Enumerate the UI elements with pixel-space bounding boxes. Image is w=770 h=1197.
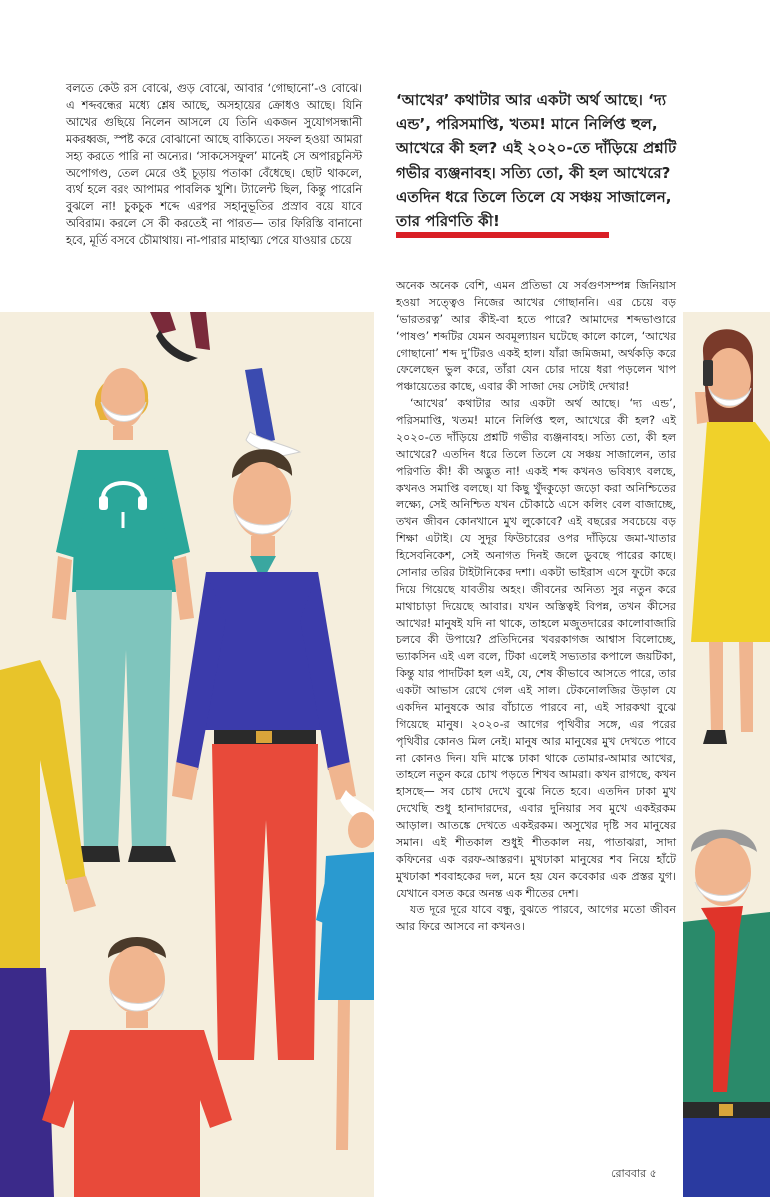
top-left-paragraph: বলতে কেউ রস বোঝে, গুড় বোঝে, আবার ‘গোছানো’-ও বোঝে। এ শব্দবন্ধের মধ্যে শ্লেষ আছে, অসহায়ের ক্রোধও আছে। যিনি আখের গুছিয়ে নিলেন আসলে যে তিনি একজন সুযোগসন্ধানী মকরধ্বজ, স্পষ্ট করে বোঝানো আছে বাক্যিতে। সফল হওয়া আমরা সহ্য করতে পারি না অন্যের। ‘সাকসেসফুল’ মানেই সে অপারচুনিস্ট অপোগণ্ড, তেল মেরে ওই চূড়ায় পতাকা বেঁধেছে। ছোট থাকলে, ব্যর্থ হলে বরং আপামর পাবলিক খুশি। ট্যালেন্ট ছিল, কিন্তু পারেনি বুঝলে না! চুকচুক শব্দে এরপর সহানুভূতির প্রস্রাব বয়ে যাবে অবিরাম। করলে সে কী করতেই না পারত— তার ফিরিস্তি বানানো হবে, মূর্তি বসবে চৌমাথায়। না-পারার মাহাত্ম্য পেরে যাওয়ার চেয়ে: [66, 82, 362, 248]
figure-yellow-dress-phone: [691, 329, 770, 744]
figure-red-scarf: [683, 830, 770, 1197]
article-column-main: [396, 278, 676, 936]
main-paragraph-2: ‘আখের’ কথাটার আর একটা অর্থ আছে। ‘দ্য এন্ড’, পরিসমাপ্তি, খতম! মানে নির্লিপ্ত হুল, আখেরে কী হল? এই ২০২০-তে দাঁড়িয়ে প্রশ্নটি গভীর ব্যঞ্জনাবহ। সত্যি তো, কী হল আখেরে? এতদিন ধরে তিলে তিলে যে সঞ্চয় সাজালেন, তার পরিণতি কী! কী অদ্ভুত না! একই শব্দ কখনও ভবিষ্যৎ বলছে, কখনও সমাপ্তি বলছে। যা কিছু খুঁদকুড়ো জড়ো করা অনিশ্চিতের লক্ষ্যে, সেই অনিশ্চিত যখন চৌকাঠে এসে কলিং বেল বাজাচ্ছে, তখন জীবন কোনখানে মুখ লুকোবে? এই বছরের সবচেয়ে বড় শিক্ষা এটাই। যে সুদূর ফিউচারের ওপর দাঁড়িয়ে জমা-খাতার হিসেবনিকেশ, সেই অনাগত দিনই জলে ডুবছে পারের কাছে। সোনার তরির টাইটানিকের দশা। একটা ভাইরাস এসে ফুটো করে দিয়ে গিয়েছে যাবতীয় অহং। জীবনের অনিত্য সুর নতুন করে মাথাচাড়া দিয়েছে আবার। যখন অস্তিত্বই বিপন্ন, তখন কীসের আখের! মানুষই যদি না থাকে, তাহলে মজুতদারের কালোবাজারি চলবে কী উপায়ে? প্রতিদিনের খবরকাগজ আশ্বাস বিলোচ্ছে, ভ্যাকসিন এই এল বলে, টিকা এলেই সভ্যতার কপালে জয়টিকা, কিন্তু যার পাদটিকা হল এই, যে, শেষ কীভাবে আসতে পারে, তার একটা আভাস রেখে গেল এই সাল। টেকনোলজির উড়াল যে একদিন মানুষকে আর বাঁচাতে পারবে না, এই সারকথা বুঝে গিয়েছে মানুষ। ২০২০-র আগের পৃথিবীর সঙ্গে, এর পরের পৃথিবীর কোনও মিল নেই। মানুষ আর মানুষের মুখ দেখতে পাবে না কোনও দিন। যদি মাস্কে ঢাকা থাকে তোমার-আমার আখের, তাহলে নতুন করে চোখ পড়তে শিখব আমরা। কখন রাগছে, কখন হাসছে— সব চোখ দেখে বুঝে নিতে হবে। এতদিন ঢাকা মুখ দেখেছি শুধু হানাদারদের, এবার দুনিয়ার সব মুখে একইরকম আড়াল। আতঙ্কে দেখতে একইরকম। অসুখের দৃষ্টি সব মানুষের সমান। এই শীতকাল শুধুই শীতকাল নয়, পাতাঝরা, সাদা কফিনের এক বরফ-আস্তরণ। মুখঢাকা মানুষের শব নিয়ে হাঁটে মুখঢাকা শববাহকের দল, মনে হয় যেন কবেকার এক প্রস্তর যুগ। যেখানে বসত করে অনন্ত এক শীতের দেশ।: [396, 397, 676, 900]
page-footer: রোববার ৫: [611, 1167, 657, 1180]
article-column-top-left: [66, 81, 362, 250]
figure-top-legs: [150, 312, 300, 456]
figure-teal-shirt: [52, 368, 194, 862]
masked-crowd-illustration-right: [683, 312, 770, 1197]
main-paragraph-1: অনেক অনেক বেশি, এমন প্রতিভা যে সর্বগুণসম্পন্ন জিনিয়াস হওয়া সত্ত্বেও নিজের আখের গোছাননি। এর চেয়ে বড় ‘ভারতরত্ন’ আর কীই-বা হতে পারে? আমাদের শব্দভাণ্ডারে ‘পাষণ্ড’ শব্দটির যেমন অবমূল্যায়ন ঘটেছে কালে কালে, ‘আখের গোছানো’ শব্দ দু’টিরও একই হাল। যাঁরা জমিজমা, অর্থকড়ি করে ফেলেছেন ভুল করে, তাঁরা যেন চোর দায়ে ধরা পড়লেন খাপ পঞ্চায়েতের কাছে, এবার কী সাজা দেয় সেটাই দেখার!: [396, 279, 676, 394]
figure-red-shirt: [42, 937, 232, 1197]
main-paragraph-3: যত দূরে দূরে যাবে বন্ধু, বুঝতে পারবে, আগের মতো জীবন আর ফিরে আসবে না কখনও।: [396, 903, 676, 934]
figure-blue-dress: [316, 790, 374, 1150]
pull-quote: ‘আখের’ কথাটার আর একটা অর্থ আছে। ‘দ্য এন্ড’, পরিসমাপ্তি, খতম! মানে নির্লিপ্ত হুল, আখেরে কী হল? এই ২০২০-তে দাঁড়িয়ে প্রশ্নটি গভীর ব্যঞ্জনাবহ। সত্যি তো, কী হল আখেরে? এতদিন ধরে তিলে তিলে যে সঞ্চয় সাজালেন, তার পরিণতি কী!: [396, 91, 677, 231]
pull-quote-red-rule: [396, 232, 609, 238]
